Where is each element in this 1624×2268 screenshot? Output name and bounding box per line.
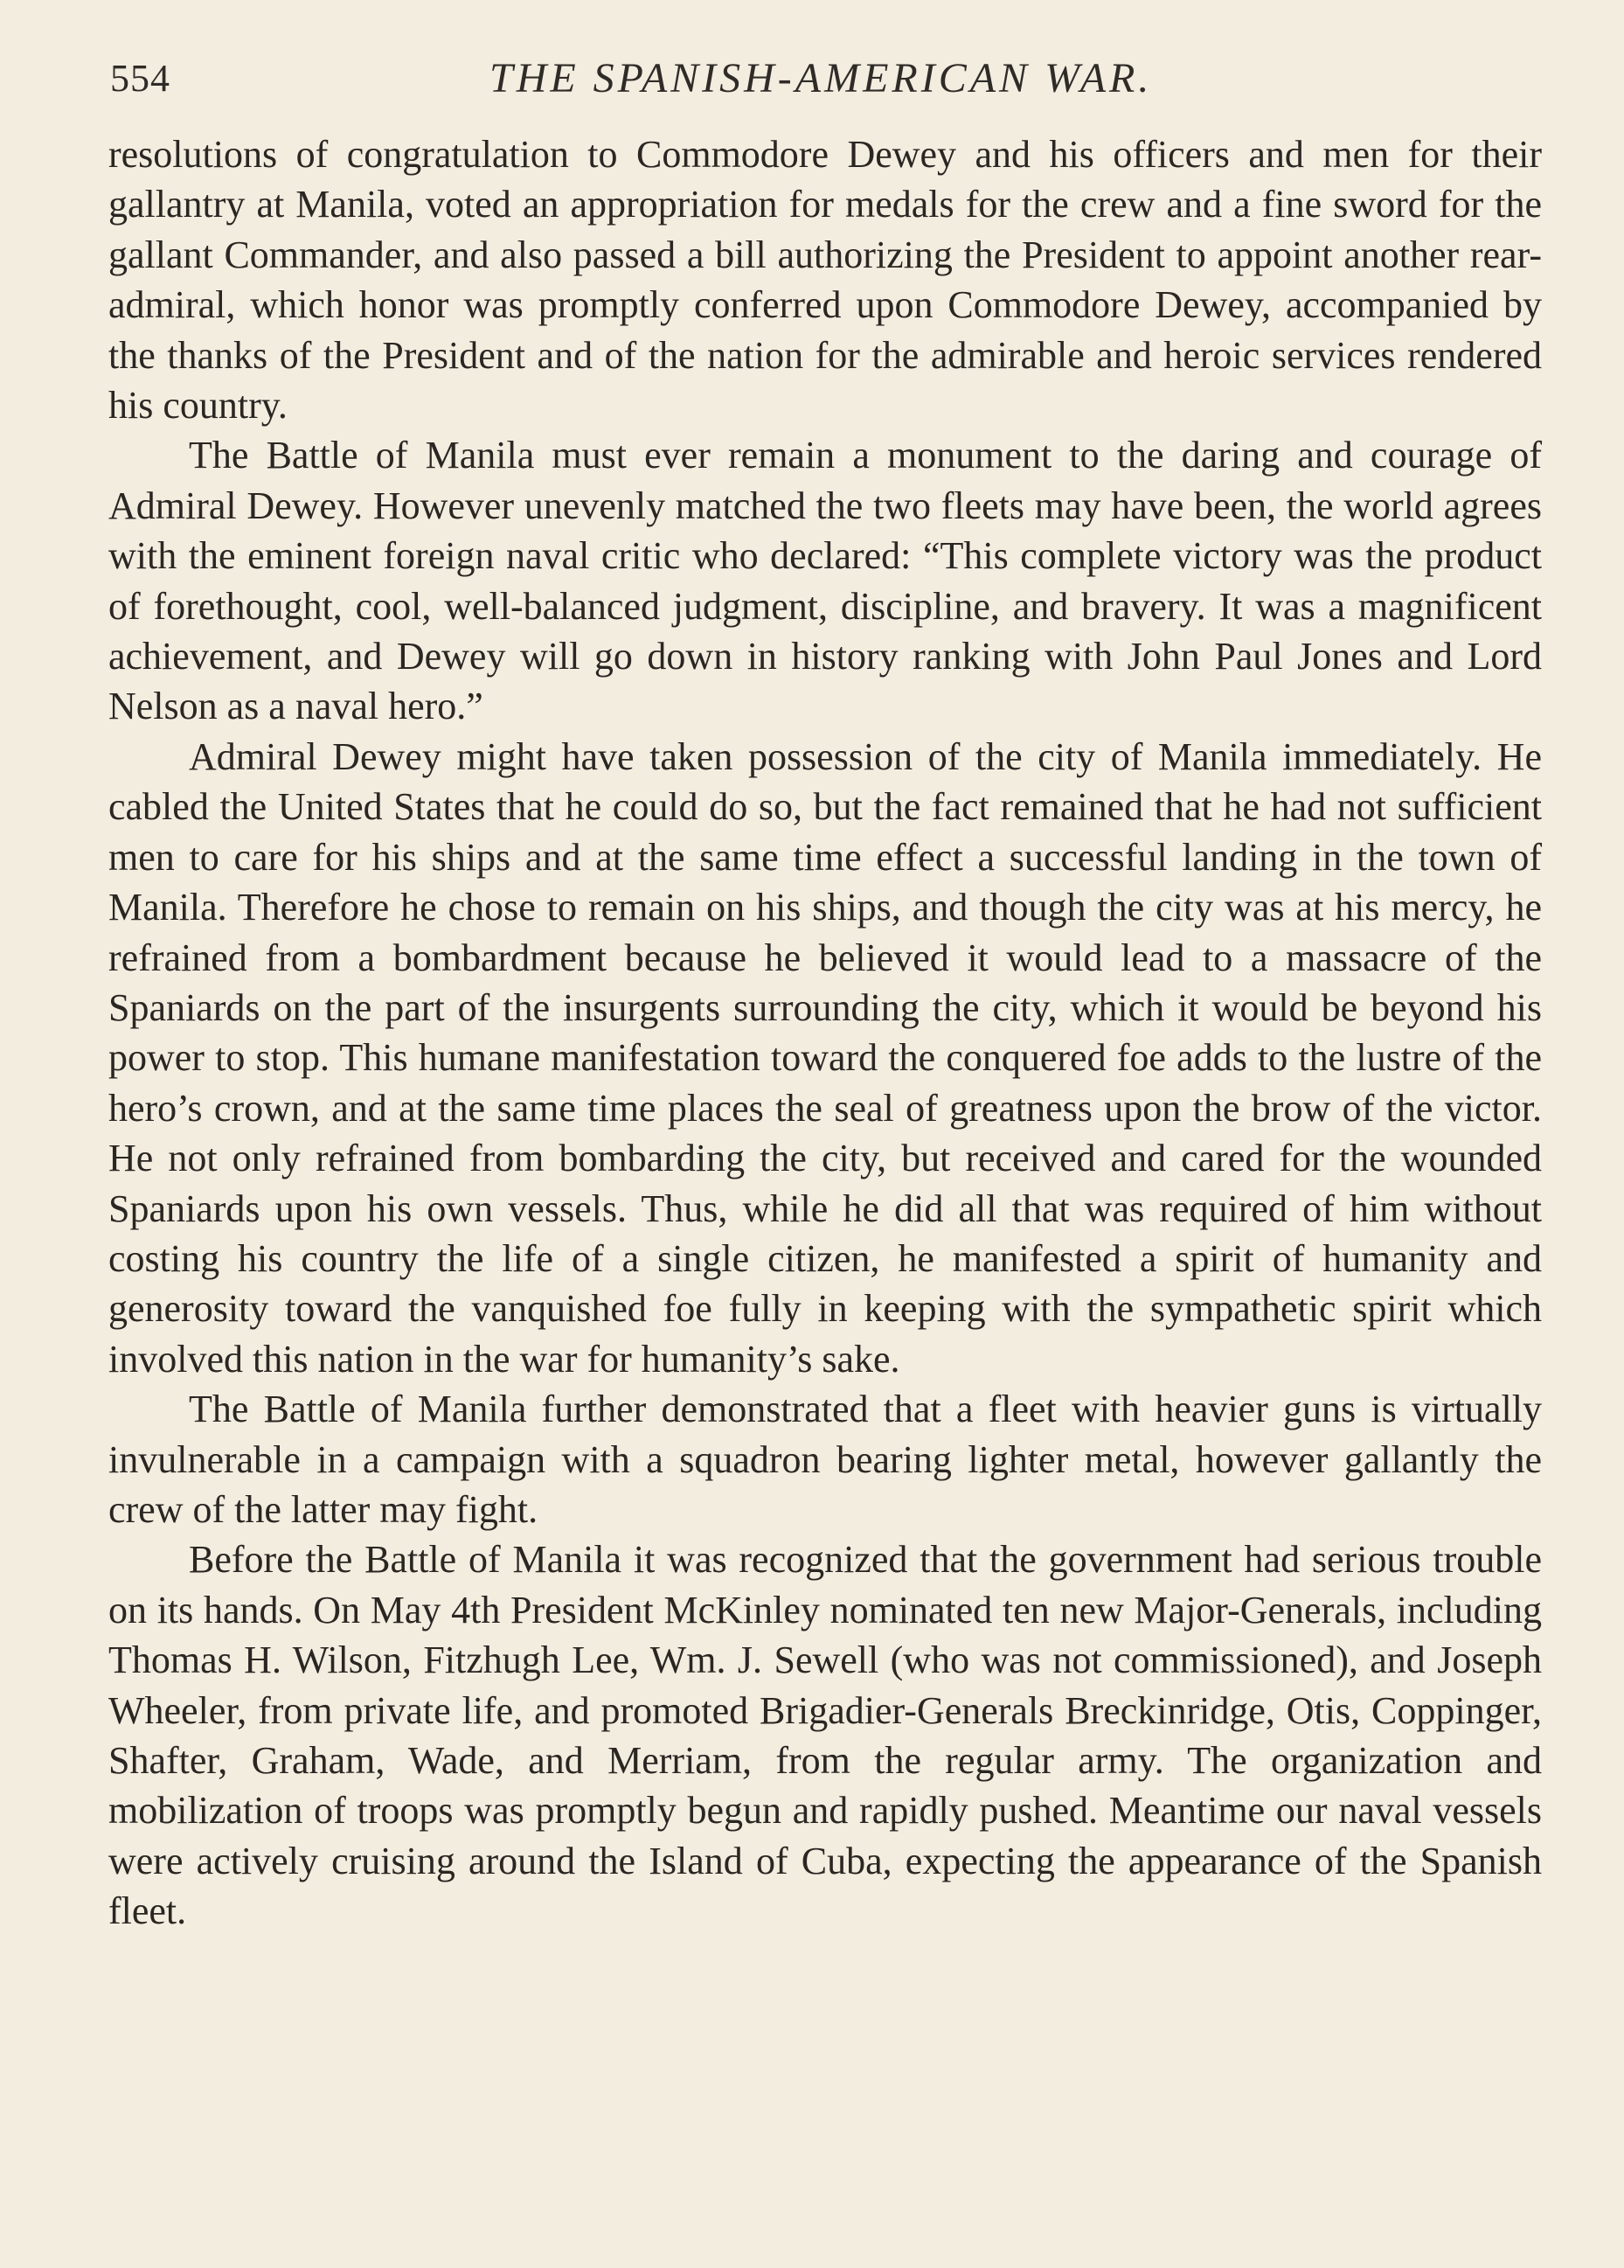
paragraph-heavier-guns: The Battle of Manila further demonstrated that a fleet with heavier guns is virtually invulnerable in a campaign with a squadron bearing lighter metal, however gallantly the crew of the latter may fight. [108,1388,1542,1531]
page-number: 554 [110,57,170,100]
body-text [108,129,1542,1937]
running-title: THE SPANISH-AMERICAN WAR. [489,55,1153,101]
paragraph-major-generals: Before the Battle of Manila it was recognized that the government had serious trouble on its hands. On May 4th President McKinley nominated ten new Major-Generals, including Thomas H. Wilson, Fitzhugh Lee, Wm. J. Sewell (who was not commissioned), and Joseph Wheeler, from private life, and promoted Brigadier-Generals Breckinridge, Otis, Coppinger, Shafter, Graham, Wade, and Merriam, from the regular army. The organization and mobilization of troops was promptly begun and rapidly pushed. Meantime our naval vessels were actively cruising around the Island of Cuba, expecting the appearance of the Spanish fleet. [108,1538,1542,1933]
paragraph-battle-monument: The Battle of Manila must ever remain a monument to the daring and courage of Admiral Dewey. However unevenly matched the two fleets may have been, the world agrees with the eminent foreign naval critic who declared: “This complete victory was the product of forethought, cool, well-balanced judgment, discipline, and bravery. It was a magnificent achievement, and Dewey will go down in history ranking with John Paul Jones and Lord Nelson as a naval hero.” [108,434,1542,728]
paragraph-dewey-restraint: Admiral Dewey might have taken possession of the city of Manila immediately. He cabled the United States that he could do so, but the fact remained that he had not sufficient men to care for his ships and at the same time effect a successful landing in the town of Manila. Therefore he chose to remain on his ships, and though the city was at his mercy, he refrained from a bombardment because he believed it would lead to a massacre of the Spaniards on the part of the insurgents surrounding the city, which it would be beyond his power to stop. This humane manifestation toward the conquered foe adds to the lustre of the hero’s crown, and at the same time places the seal of greatness upon the brow of the victor. He not only refrained from bombarding the city, but received and cared for the wounded Spaniards upon his own vessels. Thus, while he did all that was required of him without costing his country the life of a single citizen, he manifested a spirit of humanity and generosity toward the vanquished foe fully in keeping with the sympathetic spirit which involved this nation in the war for humanity’s sake. [108,734,1542,1381]
paragraph-continuation: resolutions of congratulation to Commodore Dewey and his officers and men for their gallantry at Manila, voted an appropriation for medals for the crew and a fine sword for the gallant Commander, and also passed a bill authorizing the President to appoint another rear-admiral, which honor was promptly conferred upon Commodore Dewey, accompanied by the thanks of the President and of the nation for the admirable and heroic services rendered his country. [108,133,1542,428]
